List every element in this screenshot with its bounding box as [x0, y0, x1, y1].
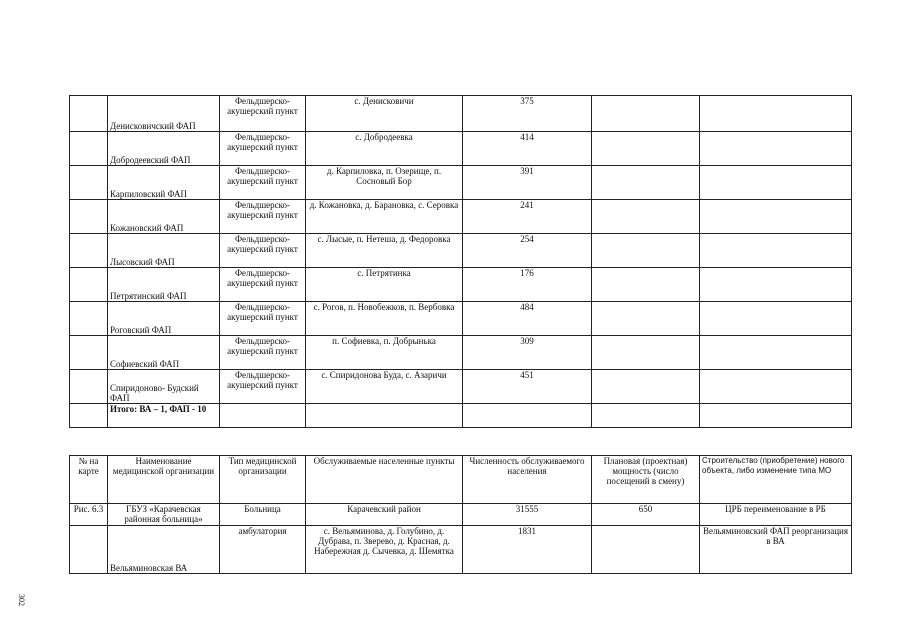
cell-build [700, 132, 852, 166]
cell-pop: 254 [463, 234, 592, 268]
cell-pop: 241 [463, 200, 592, 234]
cell-build [700, 336, 852, 370]
cell-type: Фельдшерско-акушерский пункт [220, 336, 306, 370]
table-row [70, 302, 852, 336]
cell-capacity [592, 166, 700, 200]
cell-type: Фельдшерско-акушерский пункт [220, 166, 306, 200]
total-cell [220, 404, 306, 428]
table-row [70, 268, 852, 302]
cell-pop: 309 [463, 336, 592, 370]
cell-pop: 391 [463, 166, 592, 200]
cell-num [70, 132, 108, 166]
cell-name: Добродеевский ФАП [108, 132, 220, 166]
cell-places: с. Денисковичи [306, 96, 463, 132]
cell-name: Роговский ФАП [108, 302, 220, 336]
header-build: Строительство (приобретение) нового объекта, либо изменение типа МО [700, 456, 852, 504]
table-row [70, 132, 852, 166]
cell-type: Фельдшерско-акушерский пункт [220, 96, 306, 132]
cell-places: с. Спиридонова Буда, с. Азаричи [306, 370, 463, 404]
total-label: Итого: ВА – 1, ФАП - 10 [108, 404, 220, 428]
cell-type: Фельдшерско-акушерский пункт [220, 268, 306, 302]
fap-table [69, 95, 852, 428]
header-num: № на карте [70, 456, 108, 504]
total-row [70, 404, 852, 428]
cell-pop: 484 [463, 302, 592, 336]
cell-num [70, 234, 108, 268]
cell-build [700, 302, 852, 336]
cell-places: с. Вельяминова, д. Голубино, д. Дубрава, п. Зверево, д. Красная, д. Набережная д. Сычевка, д. Шемятка [306, 526, 463, 574]
cell-places: с. Лысые, п. Нетеша, д. Федоровка [306, 234, 463, 268]
table-row [70, 370, 852, 404]
cell-type: амбулатория [220, 526, 306, 574]
cell-capacity [592, 302, 700, 336]
cell-places: с. Петрятинка [306, 268, 463, 302]
cell-pop: 1831 [463, 526, 592, 574]
cell-type: Фельдшерско-акушерский пункт [220, 132, 306, 166]
cell-num [70, 526, 108, 574]
cell-build [700, 370, 852, 404]
cell-name: Спиридоново- Будский ФАП [108, 370, 220, 404]
table-row [70, 526, 852, 574]
cell-places: д. Кожановка, д. Барановка, с. Серовка [306, 200, 463, 234]
cell-pop: 375 [463, 96, 592, 132]
cell-pop: 176 [463, 268, 592, 302]
table-row [70, 96, 852, 132]
cell-places: Карачевский район [306, 504, 463, 526]
cell-name: Петрятинский ФАП [108, 268, 220, 302]
total-cell [592, 404, 700, 428]
header-type: Тип медицинской организации [220, 456, 306, 504]
table-row [70, 504, 852, 526]
cell-capacity [592, 96, 700, 132]
medical-org-table [69, 455, 852, 574]
cell-build [700, 96, 852, 132]
cell-pop: 451 [463, 370, 592, 404]
header-pop: Численность обслуживаемого населения [463, 456, 592, 504]
table-row [70, 336, 852, 370]
cell-num [70, 336, 108, 370]
cell-build [700, 200, 852, 234]
cell-name: Карпиловский ФАП [108, 166, 220, 200]
cell-type: Больница [220, 504, 306, 526]
header-name: Наименование медицинской организации [108, 456, 220, 504]
table-header-row [70, 456, 852, 504]
cell-name: Вельяминовская ВА [108, 526, 220, 574]
table-row [70, 200, 852, 234]
cell-capacity [592, 370, 700, 404]
total-cell [700, 404, 852, 428]
cell-type: Фельдшерско-акушерский пункт [220, 302, 306, 336]
cell-name: Кожановский ФАП [108, 200, 220, 234]
cell-capacity [592, 200, 700, 234]
cell-num [70, 200, 108, 234]
cell-num [70, 166, 108, 200]
cell-capacity [592, 336, 700, 370]
total-cell [70, 404, 108, 428]
cell-name: Софиевский ФАП [108, 336, 220, 370]
cell-pop: 31555 [463, 504, 592, 526]
cell-type: Фельдшерско-акушерский пункт [220, 200, 306, 234]
cell-num [70, 96, 108, 132]
table-row [70, 234, 852, 268]
cell-places: д. Карпиловка, п. Озерище, п. Сосновый Бор [306, 166, 463, 200]
cell-name: Денисковичский ФАП [108, 96, 220, 132]
cell-type: Фельдшерско-акушерский пункт [220, 234, 306, 268]
cell-places: с. Добродеевка [306, 132, 463, 166]
table-row [70, 166, 852, 200]
cell-capacity [592, 234, 700, 268]
cell-build: Вельяминовский ФАП реорганизация в ВА [700, 526, 852, 574]
cell-capacity [592, 132, 700, 166]
cell-build [700, 166, 852, 200]
cell-places: с. Рогов, п. Новобежков, п. Вербовка [306, 302, 463, 336]
cell-num [70, 302, 108, 336]
total-cell [463, 404, 592, 428]
cell-name: ГБУЗ «Карачевская районная больница» [108, 504, 220, 526]
page-number: 302 [17, 594, 26, 606]
cell-num: Рис. 6.3 [70, 504, 108, 526]
header-places: Обслуживаемые населенные пункты [306, 456, 463, 504]
cell-build [700, 268, 852, 302]
cell-name: Лысовский ФАП [108, 234, 220, 268]
cell-build: ЦРБ переименование в РБ [700, 504, 852, 526]
cell-type: Фельдшерско-акушерский пункт [220, 370, 306, 404]
cell-places: п. Софиевка, п. Добрынька [306, 336, 463, 370]
cell-capacity [592, 526, 700, 574]
cell-capacity [592, 268, 700, 302]
cell-num [70, 268, 108, 302]
total-cell [306, 404, 463, 428]
cell-build [700, 234, 852, 268]
cell-num [70, 370, 108, 404]
header-capacity: Плановая (проектная) мощность (число посещений в смену) [592, 456, 700, 504]
cell-capacity: 650 [592, 504, 700, 526]
cell-pop: 414 [463, 132, 592, 166]
